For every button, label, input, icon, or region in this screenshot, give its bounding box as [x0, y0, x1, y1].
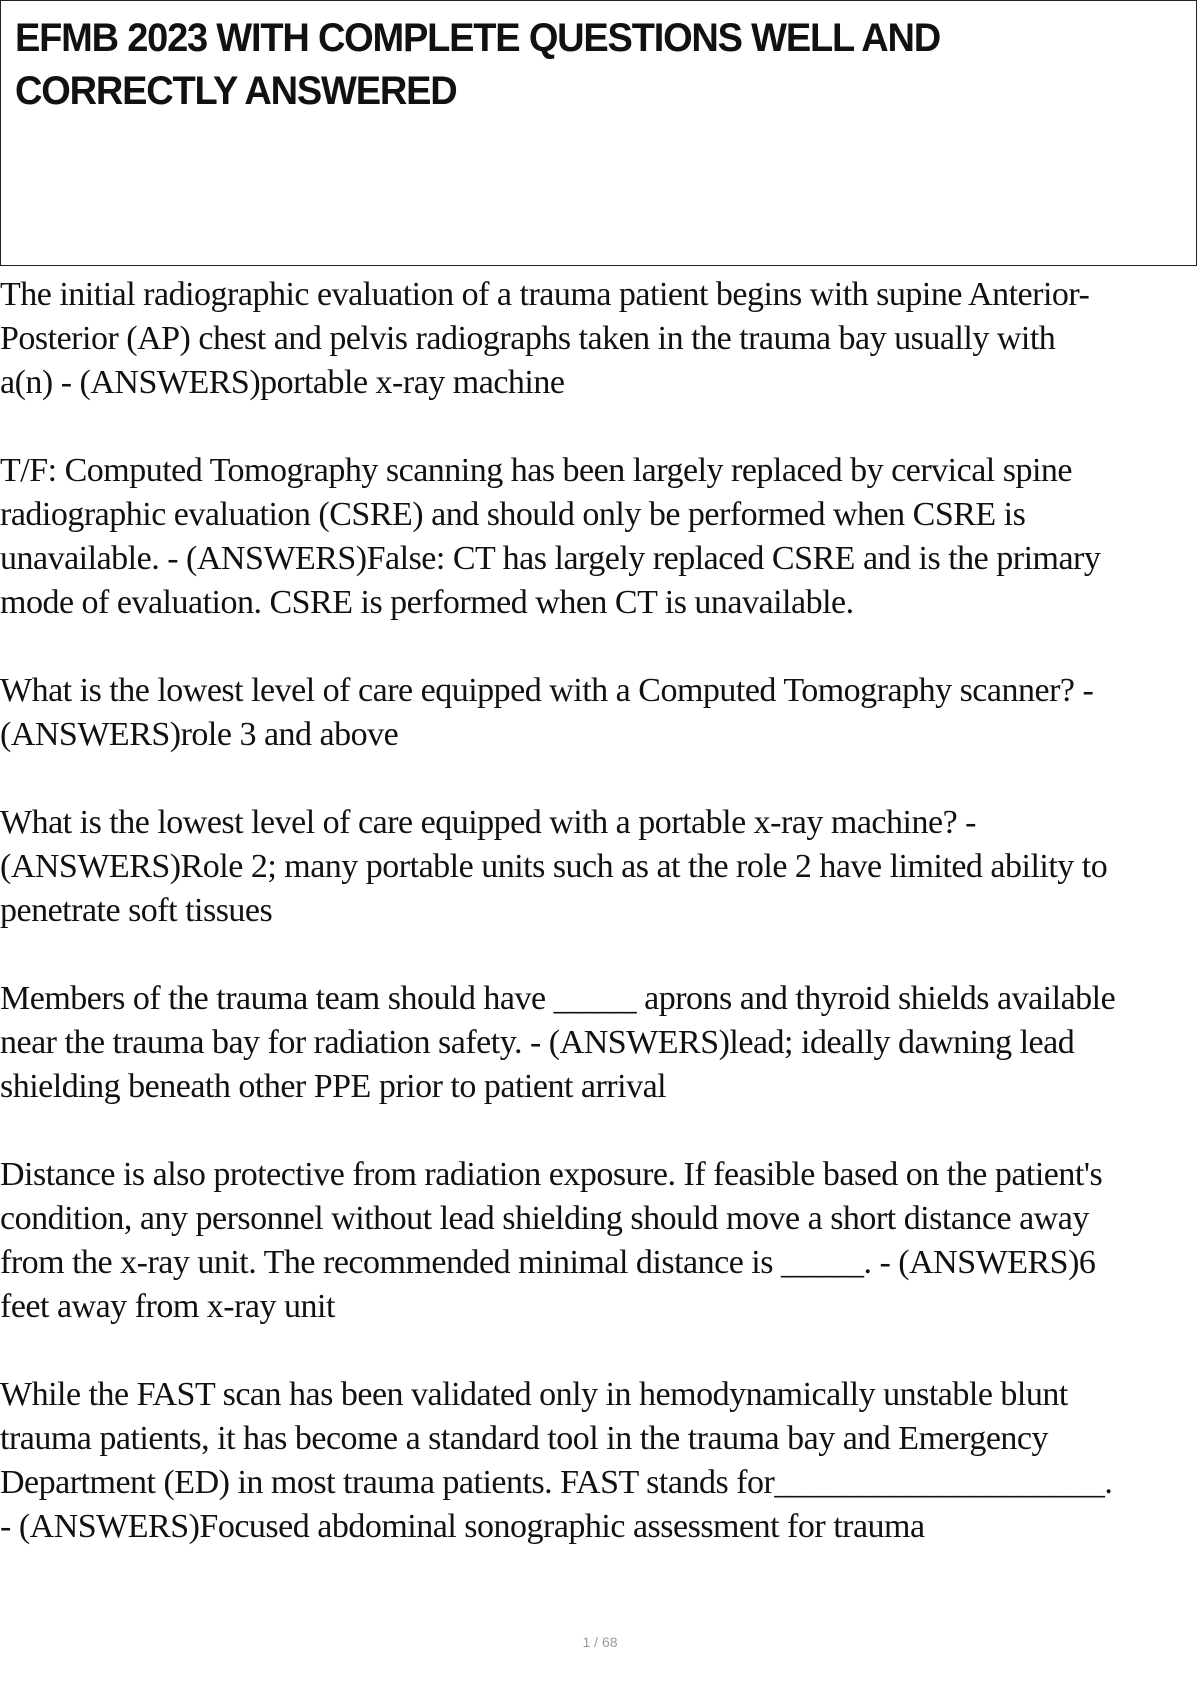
qa-line: Distance is also protective from radiation exposure. If feasible based on the patient's — [0, 1156, 1103, 1193]
qa-line: mode of evaluation. CSRE is performed when CT is unavailable. — [0, 584, 854, 621]
qa-line: What is the lowest level of care equipped with a Computed Tomography scanner? - — [0, 672, 1094, 709]
qa-line: (ANSWERS)role 3 and above — [0, 716, 399, 753]
document-title-line-2: CORRECTLY ANSWERED — [15, 69, 457, 114]
qa-item — [0, 1373, 1200, 1549]
qa-line: Posterior (AP) chest and pelvis radiographs taken in the trauma bay usually with — [0, 320, 1056, 357]
qa-line: While the FAST scan has been validated only in hemodynamically unstable blunt — [0, 1376, 1068, 1413]
qa-line: Members of the trauma team should have _____ aprons and thyroid shields available — [0, 980, 1116, 1017]
document-title-line-1: EFMB 2023 WITH COMPLETE QUESTIONS WELL AND — [15, 16, 941, 61]
qa-line: The initial radiographic evaluation of a trauma patient begins with supine Anterior- — [0, 276, 1090, 313]
qa-line: radiographic evaluation (CSRE) and should only be performed when CSRE is — [0, 496, 1026, 533]
qa-line: shielding beneath other PPE prior to patient arrival — [0, 1068, 667, 1105]
qa-item — [0, 669, 1200, 757]
qa-line: trauma patients, it has become a standard tool in the trauma bay and Emergency — [0, 1420, 1049, 1457]
qa-list — [0, 273, 1200, 1593]
qa-item — [0, 801, 1200, 933]
qa-line: near the trauma bay for radiation safety. - (ANSWERS)lead; ideally dawning lead — [0, 1024, 1075, 1061]
qa-item — [0, 1153, 1200, 1329]
qa-item — [0, 449, 1200, 625]
qa-item — [0, 273, 1200, 405]
qa-line: penetrate soft tissues — [0, 892, 273, 929]
qa-line: from the x-ray unit. The recommended minimal distance is _____. - (ANSWERS)6 — [0, 1244, 1096, 1281]
qa-line: feet away from x-ray unit — [0, 1288, 335, 1325]
qa-line: T/F: Computed Tomography scanning has been largely replaced by cervical spine — [0, 452, 1072, 489]
qa-line: (ANSWERS)Role 2; many portable units such as at the role 2 have limited ability to — [0, 848, 1108, 885]
qa-line: Department (ED) in most trauma patients. FAST stands for____________________. — [0, 1464, 1113, 1501]
qa-line: What is the lowest level of care equipped with a portable x-ray machine? - — [0, 804, 976, 841]
document-title-box — [0, 0, 1197, 266]
qa-line: - (ANSWERS)Focused abdominal sonographic assessment for trauma — [0, 1508, 925, 1545]
qa-line: condition, any personnel without lead shielding should move a short distance away — [0, 1200, 1089, 1237]
qa-item — [0, 977, 1200, 1109]
qa-line: unavailable. - (ANSWERS)False: CT has largely replaced CSRE and is the primary — [0, 540, 1101, 577]
qa-line: a(n) - (ANSWERS)portable x-ray machine — [0, 364, 565, 401]
page-number: 1 / 68 — [582, 1634, 618, 1650]
